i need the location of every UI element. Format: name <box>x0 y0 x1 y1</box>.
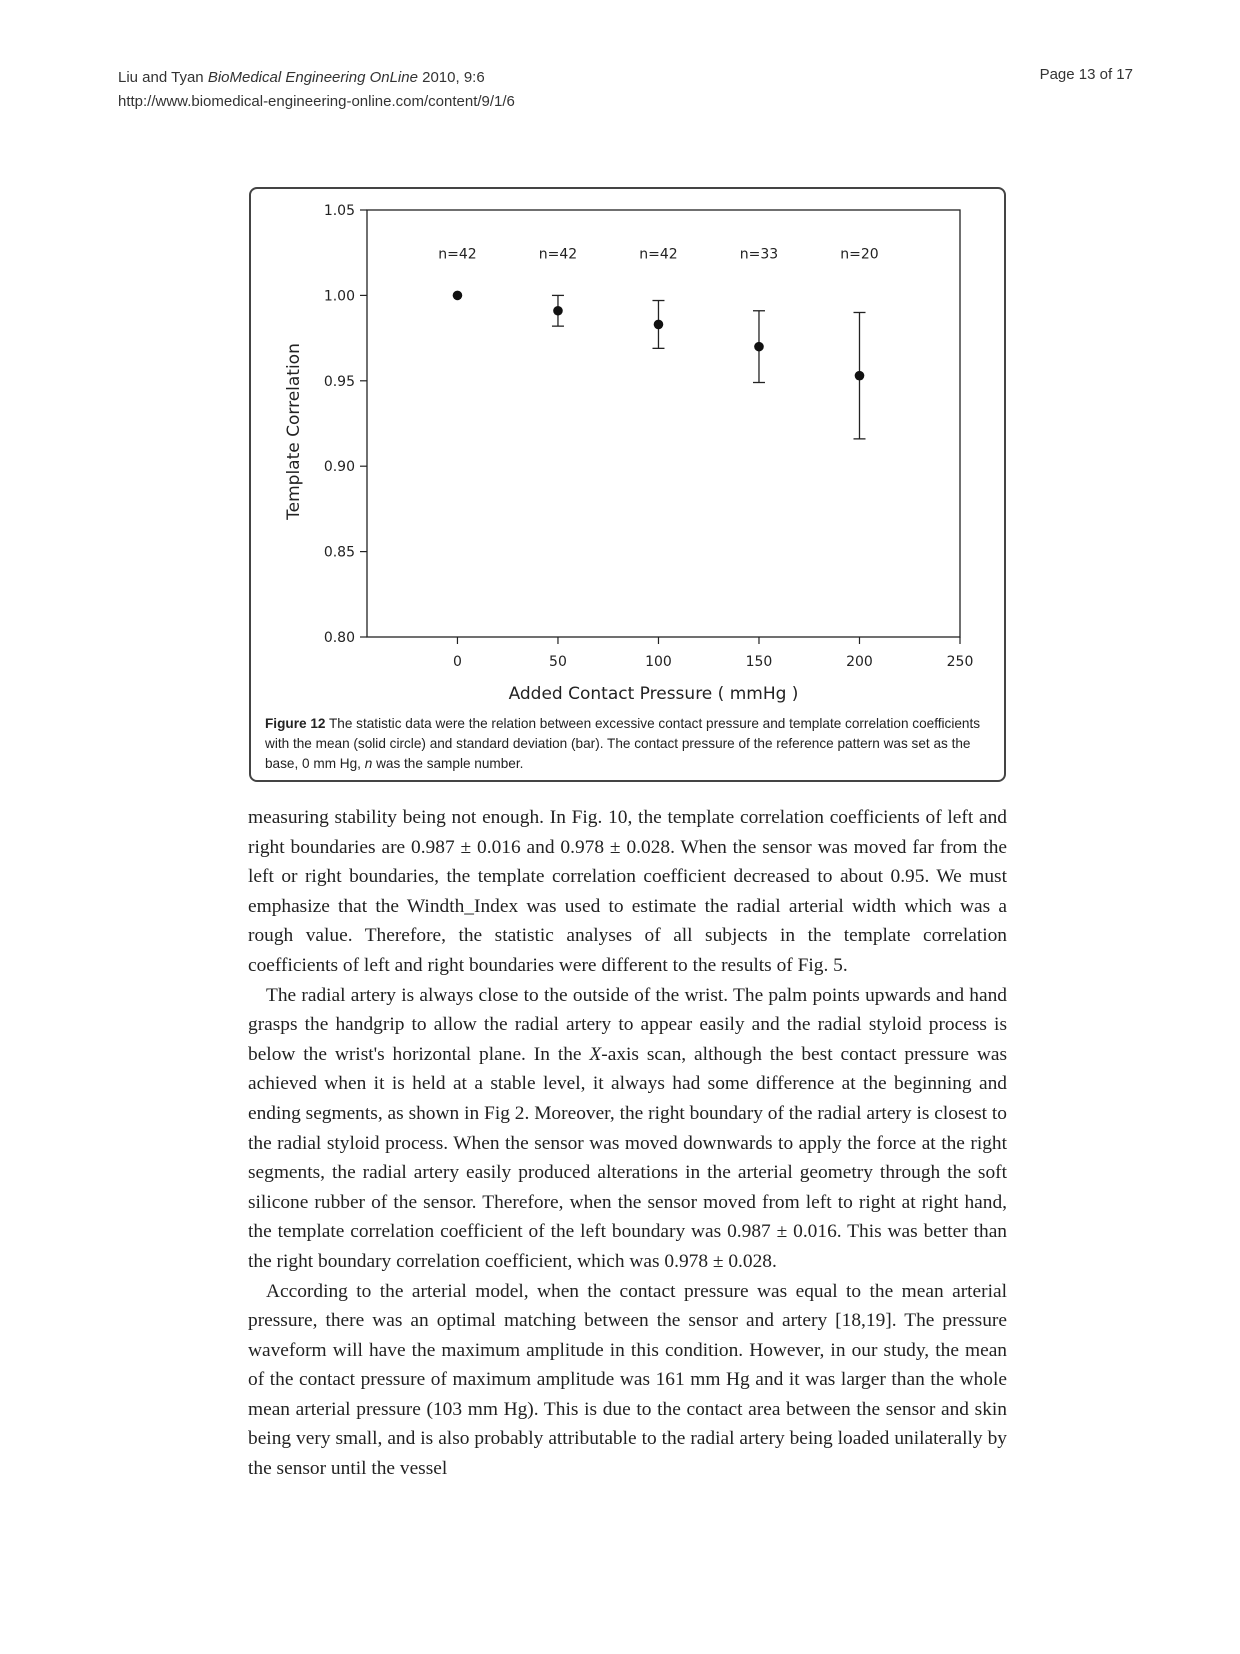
sample-size-label: n=20 <box>840 246 879 263</box>
sample-size-label: n=42 <box>639 246 678 263</box>
header-authors: Liu and Tyan <box>118 69 204 86</box>
y-tick-label: 0.80 <box>323 630 355 646</box>
x-tick-label: 100 <box>645 654 672 670</box>
caption-text-2: was the sample number. <box>372 756 524 771</box>
y-tick-label: 1.00 <box>323 288 355 305</box>
header-journal: BioMedical Engineering OnLine <box>207 69 418 86</box>
page-number: Page 13 of 17 <box>1039 66 1133 83</box>
data-point <box>654 320 664 330</box>
y-axis-label: Template Correlation <box>284 343 304 520</box>
figure-caption <box>265 714 995 774</box>
x-axis-label: Added Contact Pressure ( mmHg ) <box>508 684 799 704</box>
x-tick-label: 150 <box>745 654 773 670</box>
paragraph-2-b: -axis scan, although the best contact pressure was achieved when it is held at a stable level, it always had some difference at the beginning and ending segments, as shown in Fig 2. Moreover, the right boundary of the radial artery is closest to the radial styloid process. When the sensor was moved downwards to apply the force at the right segments, the radial artery easily produced alterations in the arterial geometry through the soft silicone rubber of the sensor. Therefore, when the sensor moved from left to right at right hand, the template correlation coefficient of the left boundary was 0.987 ± 0.016. This was better than the right boundary correlation coefficient, which was 0.978 ± 0.028. <box>248 1043 1007 1272</box>
paragraph-1: measuring stability being not enough. In Fig. 10, the template correlation coefficients of left and right boundaries are 0.987 ± 0.016 and 0.978 ± 0.028. When the sensor was moved far from the left or right boundaries, the template correlation coefficient decreased to about 0.95. We must emphasize that the Windth_Index was used to estimate the radial arterial width which was a rough value. Therefore, the statistic analyses of all subjects in the template correlation coefficients of left and right boundaries were different to the results of Fig. 5. <box>248 807 1007 976</box>
sample-size-label: n=33 <box>739 246 779 263</box>
data-point <box>553 306 563 316</box>
paragraph-3: According to the arterial model, when the contact pressure was equal to the mean arterial pressure, there was an optimal matching between the sensor and artery [18,19]. The pressure waveform will have the maximum amplitude in this condition. However, in our study, the mean of the contact pressure of maximum amplitude was 161 mm Hg and it was larger than the whole mean arterial pressure (103 mm Hg). This is due to the contact area between the sensor and skin being very small, and is also probably attributable to the radial artery being loaded unilaterally by the sensor until the vessel <box>248 1280 1007 1480</box>
x-tick-label: 250 <box>946 654 974 670</box>
y-tick-label: 1.05 <box>323 203 355 219</box>
plot-frame <box>367 210 960 637</box>
paragraph-2-italic: X <box>589 1043 602 1065</box>
sample-size-label: n=42 <box>438 246 477 263</box>
paragraph-2-a: The radial artery is always close to the outside of the wrist. The palm points upwards and hand grasps the handgrip to allow the radial artery to appear easily and the radial styloid process is below the wrist's horizontal plane. In the <box>248 984 1007 1065</box>
x-tick-label: 0 <box>452 654 462 670</box>
caption-text-1: The statistic data were the relation between excessive contact pressure and template correlation coefficients with the mean (solid circle) and standard deviation (bar). The contact pressure of the reference pattern was set as the base, 0 mm Hg, <box>265 716 981 771</box>
figure-12 <box>249 187 1006 782</box>
page-header-left <box>118 66 515 114</box>
y-tick-label: 0.85 <box>323 544 355 561</box>
y-tick-label: 0.95 <box>323 373 355 390</box>
figure-label: Figure 12 <box>265 716 326 731</box>
data-point <box>855 371 865 381</box>
sample-size-label: n=42 <box>538 246 578 263</box>
x-tick-label: 200 <box>846 654 873 670</box>
y-tick-label: 0.90 <box>323 459 355 476</box>
citation-line <box>118 66 515 90</box>
data-point <box>754 342 764 352</box>
header-url[interactable]: http://www.biomedical-engineering-online.com/content/9/1/6 <box>118 93 515 110</box>
chart <box>251 189 1004 709</box>
data-point <box>453 291 463 301</box>
caption-italic-n: n <box>364 756 373 771</box>
x-tick-label: 50 <box>549 654 567 670</box>
body-text <box>248 803 1007 1484</box>
header-citation: 2010, 9:6 <box>422 69 485 86</box>
paragraph-2 <box>248 981 1007 1277</box>
